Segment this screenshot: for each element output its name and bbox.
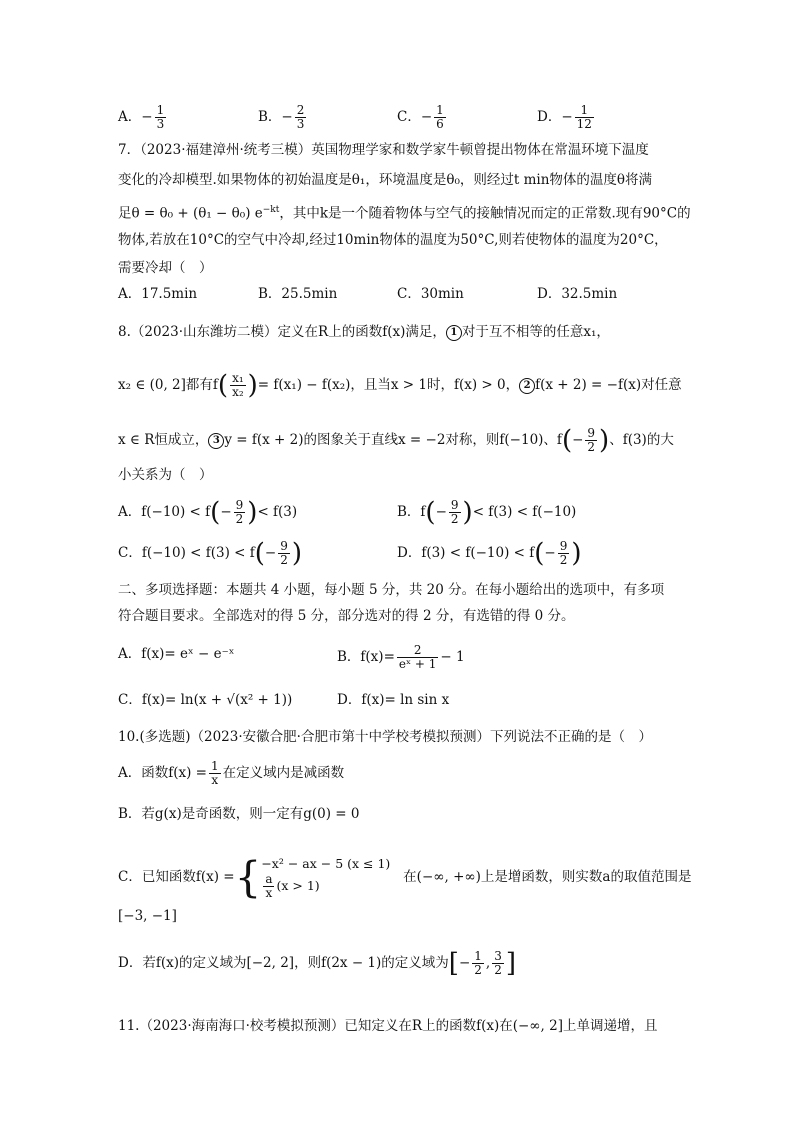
- q8-option-d: D．f(3) < f(−10) < f(− $\frac{9}{2}$ ): [397, 538, 582, 569]
- section2-heading-line-2: 符合题目要求。全部选对的得 5 分，部分选对的得 2 分，有选错的得 0 分。: [118, 608, 575, 624]
- circled-number-1: 1: [446, 325, 462, 341]
- q7-line-3: 足θ = θ₀ + (θ₁ − θ₀) $e^{-kt}$，其中k是一个随着物体与空气的接触情况而定的正常数.现有90°C的: [118, 205, 691, 222]
- q10-option-d: D．若f(x)的定义域为[−2, 2]，则f(2x − 1)的定义域为[− $\frac{1}{2}$ , $\frac{3}{2}$ ]: [118, 948, 516, 979]
- q8-option-b: B．f(− $\frac{9}{2}$ )< f(3) < f(−10): [397, 497, 577, 528]
- q10-line-1: 10.(多选题)（2023·安徽合肥·合肥市第十中学校考模拟预测）下列说法不正确的是（ ）: [118, 729, 652, 745]
- q9-option-a: A．f(x)= eˣ − e⁻ˣ: [118, 646, 235, 662]
- q7-option-b: B．25.5min: [258, 286, 338, 302]
- q9-option-b: B．f(x)= $\frac{2}{\text{eˣ + 1}}$ − 1: [337, 643, 465, 671]
- q6-option-d: D．− $\frac{1}{12}$: [537, 103, 592, 131]
- q10-option-a: A．函数f(x) = $\frac{1}{x}$ 在定义域内是减函数: [118, 759, 345, 787]
- circled-number-2: 2: [519, 378, 535, 394]
- circled-number-3: 3: [208, 433, 224, 449]
- q10-option-c: C．已知函数f(x) ={ −x² − ax − 5 (x ≤ 1) $\frac{a}{x}$ (x > 1) 在(−∞, +∞)上是增函数，则实数a的取值范围是: [118, 852, 692, 902]
- q7-line-2: 变化的冷却模型.如果物体的初始温度是θ₁，环境温度是θ₀，则经过t min物体的温度θ将满: [118, 172, 653, 188]
- q9-option-c: C．f(x)= ln(x + √(x² + 1)): [118, 692, 293, 708]
- q7-line-5: 需要冷却（ ）: [118, 260, 213, 276]
- q9-option-d: D．f(x)= ln sin x: [337, 692, 450, 708]
- q7-option-c: C．30min: [397, 286, 464, 302]
- q10-option-c-continued: [−3, −1]: [118, 908, 177, 924]
- q8-line-3: x ∈ R恒成立， 3 y = f(x + 2)的图象关于直线x = −2对称，则f(−10)、f(− $\frac{9}{2}$ )、f(3)的大: [118, 425, 674, 456]
- q6-option-b: B．− $\frac{2}{3}$: [258, 103, 305, 131]
- q10-option-b: B．若g(x)是奇函数，则一定有g(0) = 0: [118, 806, 360, 822]
- q8-option-c: C．f(−10) < f(3) < f(− $\frac{9}{2}$ ): [118, 538, 303, 569]
- q8-line-4: 小关系为（ ）: [118, 467, 213, 483]
- q11-line-1: 11.（2023·海南海口·校考模拟预测）已知定义在R上的函数f(x)在(−∞, 2]上单调递增，且: [118, 1018, 658, 1034]
- q6-option-c: C．− $\frac{1}{6}$: [397, 103, 444, 131]
- q7-line-1: 7．（2023·福建漳州·统考三模）英国物理学家和数学家牛顿曾提出物体在常温环境下温度: [118, 142, 649, 158]
- q8-line-2: x₂ ∈ (0, 2]都有f( $\frac{\text{x₁}}{\text{x₂}}$ )= f(x₁) − f(x₂)，且当x > 1时，f(x) > 0， 2 f(x + 2) = −f(x)对任意: [118, 370, 682, 401]
- q7-option-a: A．17.5min: [118, 286, 198, 302]
- q7-option-d: D．32.5min: [537, 286, 618, 302]
- section2-heading-line-1: 二、多项选择题：本题共 4 小题，每小题 5 分，共 20 分。在每小题给出的选项中，有多项: [118, 582, 665, 598]
- q6-option-a: A．− $\frac{1}{3}$: [118, 103, 165, 131]
- q8-option-a: A．f(−10) < f(− $\frac{9}{2}$ )< f(3): [118, 497, 298, 528]
- q8-line-1: 8.（2023·山东潍坊二模）定义在R上的函数f(x)满足， 1 对于互不相等的任意x₁，: [118, 324, 610, 340]
- q7-line-4: 物体,若放在10°C的空气中冷却,经过10min物体的温度为50°C,则若使物体的温度为20°C，: [118, 232, 668, 248]
